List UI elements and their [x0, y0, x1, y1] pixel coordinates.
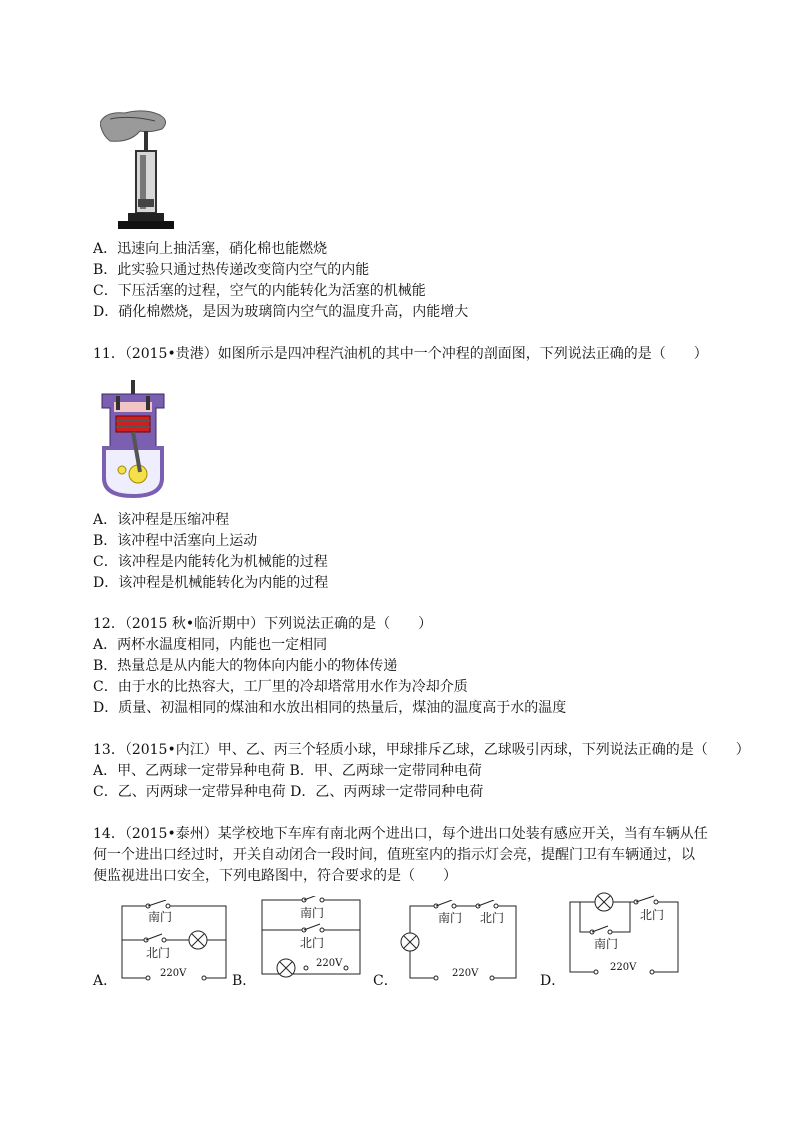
circuit-d-south-label: 南门: [594, 937, 619, 951]
circuit-a[interactable]: [118, 900, 230, 985]
q10-option-d[interactable]: D．硝化棉燃烧，是因为玻璃筒内空气的温度升高，内能增大: [93, 304, 469, 320]
q10-option-b[interactable]: B．此实验只通过热传递改变筒内空气的内能: [93, 262, 370, 278]
circuit-b-letter[interactable]: B．: [232, 973, 257, 989]
circuit-c[interactable]: [396, 900, 520, 985]
piston-tube-drawing: [100, 103, 190, 233]
q10-option-a[interactable]: A．迅速向上抽活塞，硝化棉也能燃烧: [93, 241, 328, 257]
q12-option-d[interactable]: D．质量、初温相同的煤油和水放出相同的热量后，煤油的温度高于水的温度: [93, 700, 567, 716]
q11-stem: 11．（2015•贵港）如图所示是四冲程汽油机的其中一个冲程的剖面图，下列说法正确的是（ ）: [93, 346, 708, 362]
q14-stem-line-1: 14．（2015•泰州）某学校地下车库有南北两个进出口，每个进出口处装有感应开关，当有车辆从任: [93, 826, 708, 842]
circuit-b[interactable]: [258, 896, 364, 981]
circuit-c-north-label: 北门: [480, 911, 505, 925]
circuit-c-letter[interactable]: C．: [373, 973, 398, 989]
circuit-d-voltage-label: 220V: [610, 962, 637, 973]
q13-options-ab[interactable]: A．甲、乙两球一定带异种电荷 B．甲、乙两球一定带同种电荷: [93, 763, 482, 779]
q14-stem-line-3: 便监视进出口安全，下列电路图中，符合要求的是（ ）: [93, 868, 457, 884]
q11-option-b[interactable]: B．该冲程中活塞向上运动: [93, 533, 258, 549]
circuit-a-letter[interactable]: A．: [93, 973, 118, 989]
piston-tube-figure: [100, 103, 190, 233]
circuit-d-north-label: 北门: [640, 908, 665, 922]
circuit-c-south-label: 南门: [438, 911, 463, 925]
q11-option-a[interactable]: A．该冲程是压缩冲程: [93, 512, 230, 528]
q12-option-b[interactable]: B．热量总是从内能大的物体向内能小的物体传递: [93, 658, 398, 674]
q12-stem: 12．（2015 秋•临沂期中）下列说法正确的是（ ）: [93, 616, 433, 632]
circuit-b-voltage-label: 220V: [316, 958, 343, 969]
q13-options-cd[interactable]: C．乙、丙两球一定带异种电荷 D．乙、丙两球一定带同种电荷: [93, 784, 484, 800]
circuit-c-voltage-label: 220V: [452, 968, 479, 979]
circuit-a-south-label: 南门: [148, 910, 173, 924]
q12-option-c[interactable]: C．由于水的比热容大，工厂里的冷却塔常用水作为冷却介质: [93, 679, 468, 695]
circuit-a-north-label: 北门: [146, 946, 171, 960]
circuit-a-voltage-label: 220V: [160, 968, 187, 979]
engine-drawing: [98, 378, 168, 498]
circuit-d[interactable]: [566, 890, 682, 980]
q11-option-d[interactable]: D．该冲程是机械能转化为内能的过程: [93, 575, 329, 591]
circuit-d-letter[interactable]: D．: [540, 973, 566, 989]
q13-stem: 13．（2015•内江）甲、乙、丙三个轻质小球，甲球排斥乙球，乙球吸引丙球，下列说法正确的是（ ）: [93, 742, 750, 758]
q14-stem-line-2: 何一个进出口经过时，开关自动闭合一段时间，值班室内的指示灯会亮，提醒门卫有车辆通过，以: [93, 847, 695, 863]
circuit-b-north-label: 北门: [300, 936, 325, 950]
q10-option-c[interactable]: C．下压活塞的过程，空气的内能转化为活塞的机械能: [93, 283, 426, 299]
engine-cross-section-figure: [98, 378, 168, 498]
q11-option-c[interactable]: C．该冲程是内能转化为机械能的过程: [93, 554, 328, 570]
circuit-b-south-label: 南门: [300, 906, 325, 920]
q12-option-a[interactable]: A．两杯水温度相同，内能也一定相同: [93, 637, 328, 653]
